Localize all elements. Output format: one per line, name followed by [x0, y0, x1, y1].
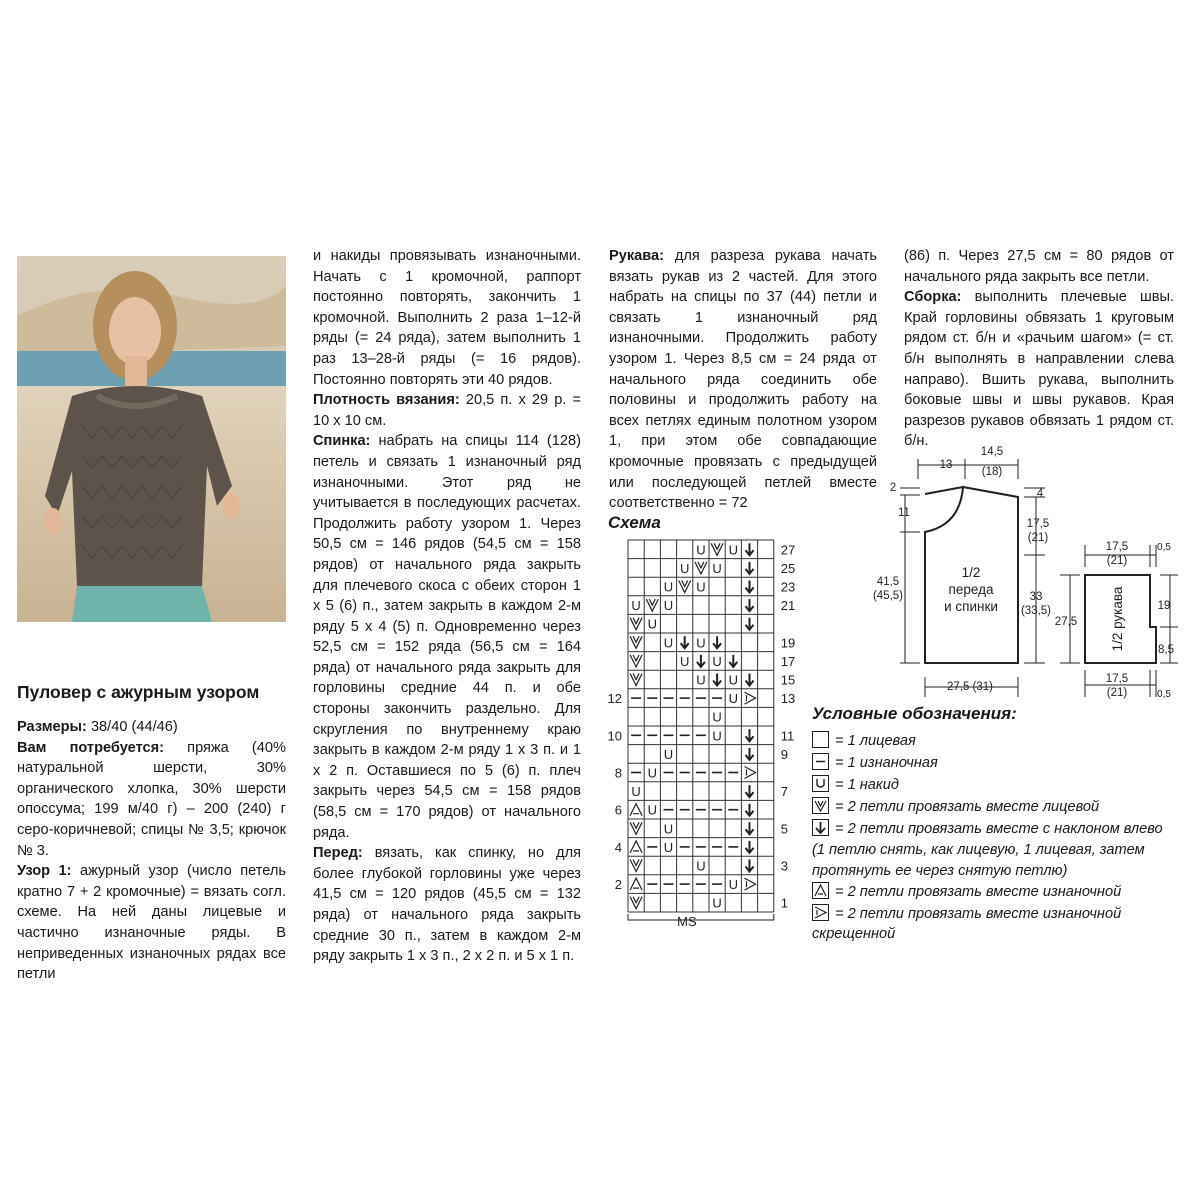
pattern-label: Узор 1:: [17, 863, 72, 880]
p2tog-mark: [630, 878, 642, 890]
sleeve-label: 1/2 рукава: [1110, 586, 1125, 652]
sleeve-label: Рукава:: [609, 248, 665, 264]
front-label-3: и спинки: [944, 599, 998, 614]
sleeve-dim-8-5: 8,5: [1158, 644, 1174, 656]
yarn-over-mark: U: [631, 784, 641, 800]
legend-item-purl: [812, 753, 938, 773]
front-paragraph: [313, 843, 581, 967]
sleeve-value: для разреза рукава начать вязать рукав из 2 частей. Для этого набрать на спицы по 37 (44) петли и связать 1 изнаночный ряд изнаночными. Продолжить работу узором 1. Через 8,5 см = 24 ряда от начального ряда соединить обе половины и продолжить работу на всех петлях единым полотном узором 1, при этом обе совпадающие кромочные провязать с предыдущей или последующей петлей вместе соответственно = 72: [609, 248, 877, 512]
yarn-over-mark: U: [712, 709, 722, 725]
p2tog-symbol-icon: [812, 882, 829, 899]
k2tog-mark: [630, 636, 642, 648]
density-paragraph: [313, 390, 581, 431]
p2tog-mark: [630, 804, 642, 816]
legend-text: = 1 накид: [835, 777, 899, 793]
yarn-over-mark: U: [647, 765, 657, 781]
row-label-right: 17: [780, 653, 795, 669]
yarn-over-mark: U: [663, 598, 674, 614]
k2tog-mark: [630, 674, 642, 686]
article-title: Пуловер с ажурным узором: [17, 682, 260, 702]
legend-item-p2tog-tbl: [812, 904, 1182, 944]
ssk-symbol-icon: [812, 819, 829, 836]
ssk-mark: [746, 822, 754, 834]
dim-41-5: 41,5: [876, 576, 900, 588]
row-label-right: 1: [780, 895, 789, 911]
ssk-mark: [746, 618, 754, 630]
dim-27-5-31: 27,5 (31): [946, 681, 994, 693]
ssk-mark: [746, 841, 754, 853]
sizes-paragraph: [17, 717, 286, 738]
ssk-mark: [746, 674, 754, 686]
dim-11: 11: [898, 507, 910, 519]
need-label: Вам потребуется:: [17, 739, 165, 756]
yarn-over-mark: U: [728, 672, 738, 688]
yarn-over-mark: U: [647, 616, 657, 632]
purl-symbol-icon: [812, 753, 829, 770]
k2tog-mark: [695, 562, 707, 574]
sizes-value: 38/40 (44/46): [86, 719, 178, 735]
yarn-over-mark: U: [663, 579, 674, 595]
row-label-right: 3: [780, 858, 789, 874]
p2tog-tbl-mark: [745, 767, 756, 779]
legend-item-yarn-over: [812, 775, 899, 795]
row-label-right: 11: [780, 728, 795, 744]
yarn-over-mark: U: [728, 877, 738, 893]
p2tog-mark: [630, 841, 642, 853]
repeat-bracket: [628, 914, 774, 920]
schematic-diagram: [860, 445, 1180, 705]
ssk-mark: [746, 543, 754, 555]
yarn-over-mark: U: [696, 672, 706, 688]
text-column-3: [609, 246, 877, 514]
ssk-mark: [746, 729, 754, 741]
front-label: Перед:: [313, 845, 363, 862]
ssk-mark: [746, 860, 754, 872]
p2tog-tbl-mark: [745, 692, 756, 704]
k2tog-mark: [630, 655, 642, 667]
legend-item-ssk: [812, 819, 1163, 839]
legend-item-p2tog: [812, 882, 1121, 902]
repeat-label: MS: [677, 914, 697, 929]
ssk-mark: [697, 655, 705, 667]
back-paragraph: [313, 431, 581, 843]
sleeve-continued: (86) п. Через 27,5 см = 80 рядов от начального ряда закрыть все петли.: [904, 248, 1174, 285]
pattern-paragraph: [17, 861, 286, 985]
row-label-right: 25: [780, 560, 795, 576]
yarn-over-mark: U: [696, 542, 706, 558]
front-label-1: 1/2: [961, 565, 981, 580]
row-label-right: 5: [780, 821, 789, 837]
yarn-over-mark: U: [663, 746, 674, 762]
sleeve-dim-0-5: 0,5: [1157, 542, 1171, 553]
yarn-over-mark: U: [712, 560, 722, 576]
ssk-mark: [746, 581, 754, 593]
yarn-over-mark: U: [647, 802, 657, 818]
dim-27-5: 27,5: [1054, 616, 1078, 628]
assembly-label: Сборка:: [904, 289, 962, 306]
k2tog-mark: [630, 822, 642, 834]
knitting-chart: [595, 535, 795, 945]
front-value: вязать, как спинку, но для более глубокой горловины уже через 41,5 см = 120 рядов (45,5 см = 132 ряда) от начального ряда закрыть средние 30 п., затем в каждом 2-м ряду закрыть 1 х 3 п., 2 х 2 п. и 5 х 1 п.: [313, 845, 581, 965]
row-label-right: 9: [780, 746, 789, 762]
density-label: Плотность вязания:: [313, 392, 460, 409]
p2tog-tbl-symbol-icon: [812, 904, 829, 921]
row-label-right: 13: [780, 691, 795, 707]
need-paragraph: [17, 738, 286, 862]
row-label-right: 23: [780, 579, 795, 595]
model-photo: [17, 256, 286, 622]
legend-note: (1 петлю снять, как лицевую, 1 лицевая, затем протянуть ее через снятую петлю): [812, 842, 1145, 879]
knit-symbol-icon: [812, 731, 829, 748]
dim-14-5: 14,5: [980, 446, 1004, 458]
yarn-over-mark: U: [680, 560, 690, 576]
row-label-left: 10: [607, 728, 622, 744]
row-label-right: 15: [780, 672, 795, 688]
text-column-1: [17, 717, 286, 985]
assembly-value: выполнить плечевые швы. Край горловины обвязать 1 круговым рядом ст. б/н и «рачьим шагом» (= ст. б/н выполнять в направлении слева направо). Вшить рукава, выполнить боковые швы и швы рукавов. Края разрезов рукавов обвязать 1 рядом ст. б/н.: [904, 289, 1174, 450]
k2tog-mark: [646, 599, 658, 611]
yarn-over-mark: U: [728, 691, 738, 707]
ssk-mark: [746, 748, 754, 760]
sleeve-dim-19: 19: [1157, 600, 1171, 612]
ssk-mark: [713, 674, 721, 686]
ssk-mark: [746, 804, 754, 816]
dim-18: (18): [981, 466, 1003, 478]
dim-45-5: (45,5): [872, 590, 904, 602]
legend-text: = 2 петли провязать вместе изнаночной: [835, 884, 1122, 900]
yarn-over-mark: U: [696, 579, 706, 595]
row-label-right: 7: [780, 784, 789, 800]
legend-item-k2tog: [812, 797, 1099, 817]
pattern-continued: и накиды провязывать изнаночными. Начать с 1 кромочной, раппорт постоянно повторять, закончить 1 кромочной. Выполнить 2 раза 1–12-й ряды (= 24 ряда), затем выполнить 1 раз 13–28-й ряды (= 16 рядов). Постоянно повторять эти 40 рядов.: [313, 248, 581, 388]
k2tog-mark: [630, 897, 642, 909]
need-value: пряжа (40% натуральной шерсти, 30% органического хлопка, 30% шерсти опоссума; 199 м/40 г) – 200 (240) г серо-коричневой; спицы № 3,5; крючок № 3.: [17, 739, 286, 859]
legend-text: = 1 изнаночная: [835, 755, 938, 771]
back-value: набрать на спицы 114 (128) петель и связать 1 изнаночный ряд изнаночными. Этот ряд не учитывается в последующих расчетах. Продолжить работу узором 1. Через 50,5 см = 146 рядов (54,5 см = 158 рядов) от начального ряда закрыть для плечевого скоса с обеих сторон 1 х 5 (6) п., затем закрыть в каждом 2-м ряду 5 х 4 (5) п. Одновременно через 52,5 см = 152 ряда (56,5 см = 164 ряда) от начального ряда закрыть для горловины средние 44 п. и обе стороны закончить раздельно. Для скругления по внутреннему краю закрыть в каждом 2-м ряду 1 х 3 п. и 1 х 2 п. Оставшиеся по 5 (6) п. плеч закрыть через 54,5 см = 158 рядов (58,5 см = 170 рядов) от начального ряда.: [313, 433, 581, 841]
ssk-mark: [746, 785, 754, 797]
schema-title: Схема: [608, 513, 661, 532]
dim-13: 13: [939, 459, 953, 471]
yarn-over-mark: U: [663, 821, 674, 837]
pattern-value: ажурный узор (число петель кратно 7 + 2 кромочные) = вязать согл. схеме. На ней даны лицевые и частично изнаночные ряды. В неприведенных изнаночных рядах все петли: [17, 863, 286, 983]
ssk-mark: [746, 562, 754, 574]
yarn-over-mark: U: [712, 895, 722, 911]
k2tog-symbol-icon: [812, 797, 829, 814]
row-label-right: 19: [780, 635, 795, 651]
text-column-4: [904, 246, 1174, 452]
k2tog-mark: [630, 860, 642, 872]
front-label-2: переда: [948, 582, 994, 597]
ssk-mark: [681, 636, 689, 648]
p2tog-tbl-mark: [745, 878, 756, 890]
yarn-over-mark: U: [663, 635, 674, 651]
yarn-over-mark: U: [712, 728, 722, 744]
sleeve-dim-0-5-bottom: 0,5: [1157, 689, 1171, 700]
row-label-right: 27: [780, 542, 795, 558]
legend-text: = 2 петли провязать вместе изнаночной скрещенной: [812, 906, 1122, 942]
yarn-over-mark: U: [712, 653, 722, 669]
dim-2: 2: [889, 482, 897, 494]
back-label: Спинка:: [313, 433, 371, 450]
sleeve-paragraph: [609, 246, 877, 514]
yarn-over-mark: U: [663, 839, 674, 855]
k2tog-mark: [630, 618, 642, 630]
sleeve-dim-21-bottom: (21): [1106, 687, 1128, 699]
ssk-mark: [729, 655, 737, 667]
legend-title: Условные обозначения:: [812, 704, 1017, 723]
yarn-over-mark: U: [680, 653, 690, 669]
row-label-left: 4: [614, 839, 622, 855]
yarn-over-mark: U: [696, 858, 706, 874]
row-label-right: 21: [780, 598, 795, 614]
yarn-over-mark: U: [631, 598, 641, 614]
sizes-label: Размеры:: [17, 719, 87, 735]
yarn-over-symbol-icon: [812, 775, 829, 792]
ssk-mark: [746, 599, 754, 611]
dim-21: (21): [1027, 532, 1049, 544]
row-label-left: 2: [614, 877, 622, 893]
yarn-over-mark: U: [728, 542, 738, 558]
k2tog-mark: [679, 581, 691, 593]
row-label-left: 6: [614, 802, 622, 818]
legend-text: = 2 петли провязать вместе лицевой: [835, 799, 1100, 815]
dim-4: 4: [1036, 488, 1044, 500]
dim-33-5: (33,5): [1020, 605, 1052, 617]
density-value: 20,5 п. х 29 р. = 10 х 10 см.: [313, 392, 581, 429]
dim-17-5: 17,5: [1026, 518, 1050, 530]
sleeve-dim-21: (21): [1106, 555, 1128, 567]
dim-33: 33: [1029, 591, 1043, 603]
row-label-left: 12: [607, 691, 622, 707]
text-column-2: [313, 246, 581, 967]
legend-text: = 2 петли провязать вместе с наклоном влево: [835, 821, 1163, 837]
sleeve-dim-17-5: 17,5: [1105, 541, 1129, 553]
sleeve-dim-17-5-bottom: 17,5: [1105, 673, 1129, 685]
row-label-left: 8: [614, 765, 622, 781]
legend-item-knit: [812, 731, 916, 751]
k2tog-mark: [711, 543, 723, 555]
yarn-over-mark: U: [696, 635, 706, 651]
assembly-paragraph: [904, 287, 1174, 452]
legend-text: = 1 лицевая: [835, 733, 916, 749]
ssk-mark: [713, 636, 721, 648]
